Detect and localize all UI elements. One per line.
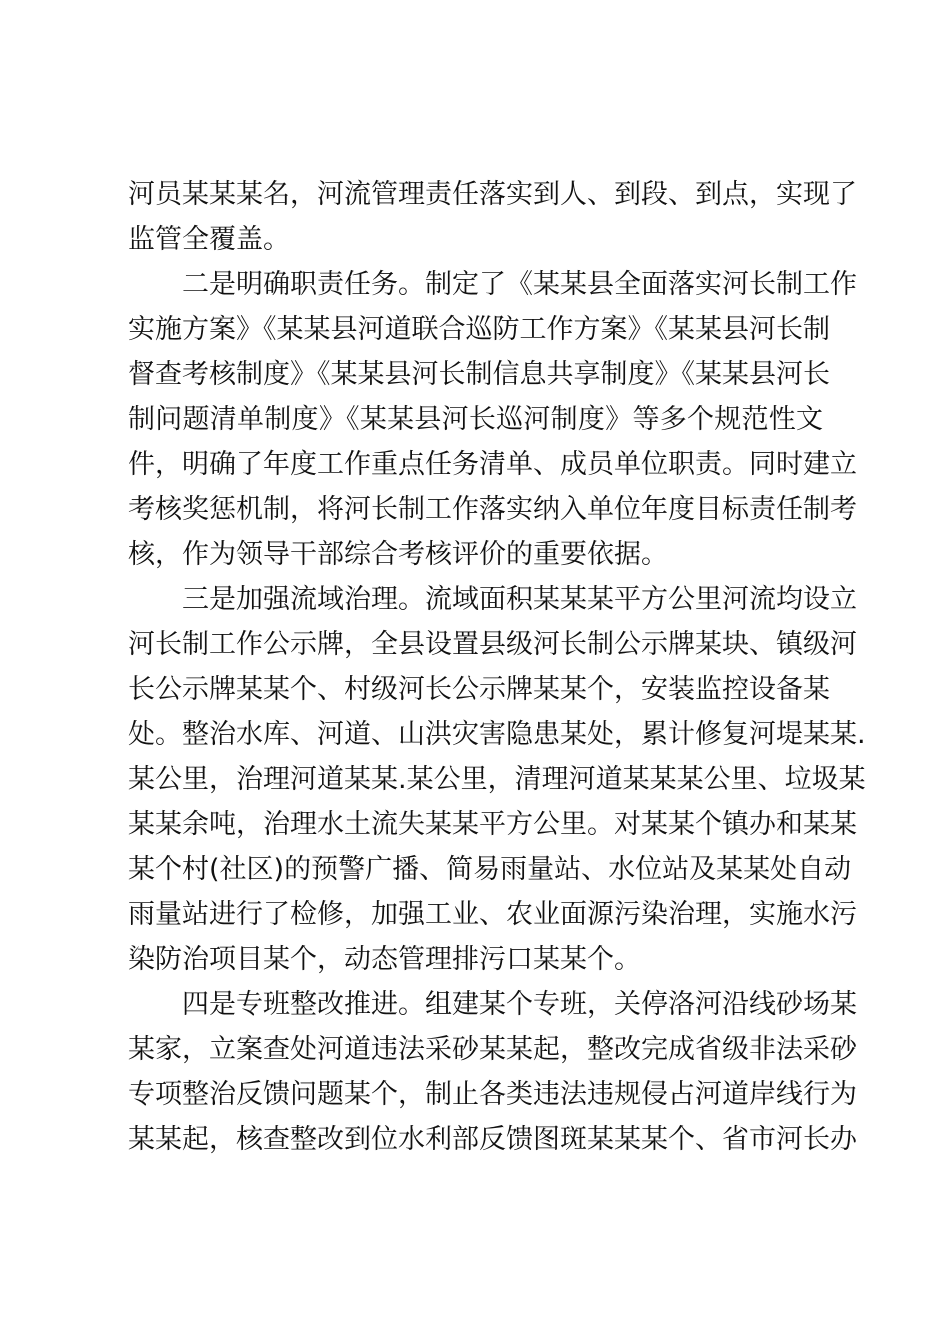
paragraph-continuation [128,172,857,262]
text-line: 四是专班整改推进。组建某个专班，关停洛河沿线砂场某 [182,989,857,1020]
text-line: 三是加强流域治理。流域面积某某某平方公里河流均设立 [182,584,857,615]
text-line: 专项整治反馈问题某个，制止各类违法违规侵占河道岸线行为 [128,1079,857,1110]
text-line: 督查考核制度》《某某县河长制信息共享制度》《某某县河长 [128,359,830,390]
text-line: 雨量站进行了检修，加强工业、农业面源污染治理，实施水污 [128,899,857,930]
text-line: 件，明确了年度工作重点任务清单、成员单位职责。同时建立 [128,449,857,480]
text-line: 某公里，治理河道某某.某公里，清理河道某某某公里、垃圾某 [128,764,866,795]
paragraph-governance [128,577,866,982]
text-line: 核，作为领导干部综合考核评价的重要依据。 [128,539,668,570]
text-line: 某家，立案查处河道违法采砂某某起，整改完成省级非法采砂 [128,1034,857,1065]
text-line: 考核奖惩机制，将河长制工作落实纳入单位年度目标责任制考 [128,494,857,525]
text-line: 处。整治水库、河道、山洪灾害隐患某处，累计修复河堤某某. [128,719,866,750]
text-line: 河长制工作公示牌，全县设置县级河长制公示牌某块、镇级河 [128,629,857,660]
text-line: 染防治项目某个，动态管理排污口某某个。 [128,944,641,975]
text-line: 制问题清单制度》《某某县河长巡河制度》等多个规范性文 [128,404,823,435]
text-line: 二是明确职责任务。制定了《某某县全面落实河长制工作 [182,269,857,300]
text-line: 某某余吨，治理水土流失某某平方公里。对某某个镇办和某某 [128,809,857,840]
text-line: 某个村(社区)的预警广播、简易雨量站、水位站及某某处自动 [128,854,852,885]
text-line: 监管全覆盖。 [128,224,290,255]
paragraph-rectification [128,982,857,1162]
text-line: 某某起，核查整改到位水利部反馈图斑某某某个、省市河长办 [128,1124,857,1155]
text-line: 实施方案》《某某县河道联合巡防工作方案》《某某县河长制 [128,314,830,345]
text-line: 长公示牌某某个、村级河长公示牌某某个，安装监控设备某 [128,674,830,705]
text-line: 河员某某某名，河流管理责任落实到人、到段、到点，实现了 [128,179,857,210]
paragraph-duties [128,262,857,577]
document-page [128,172,866,1162]
